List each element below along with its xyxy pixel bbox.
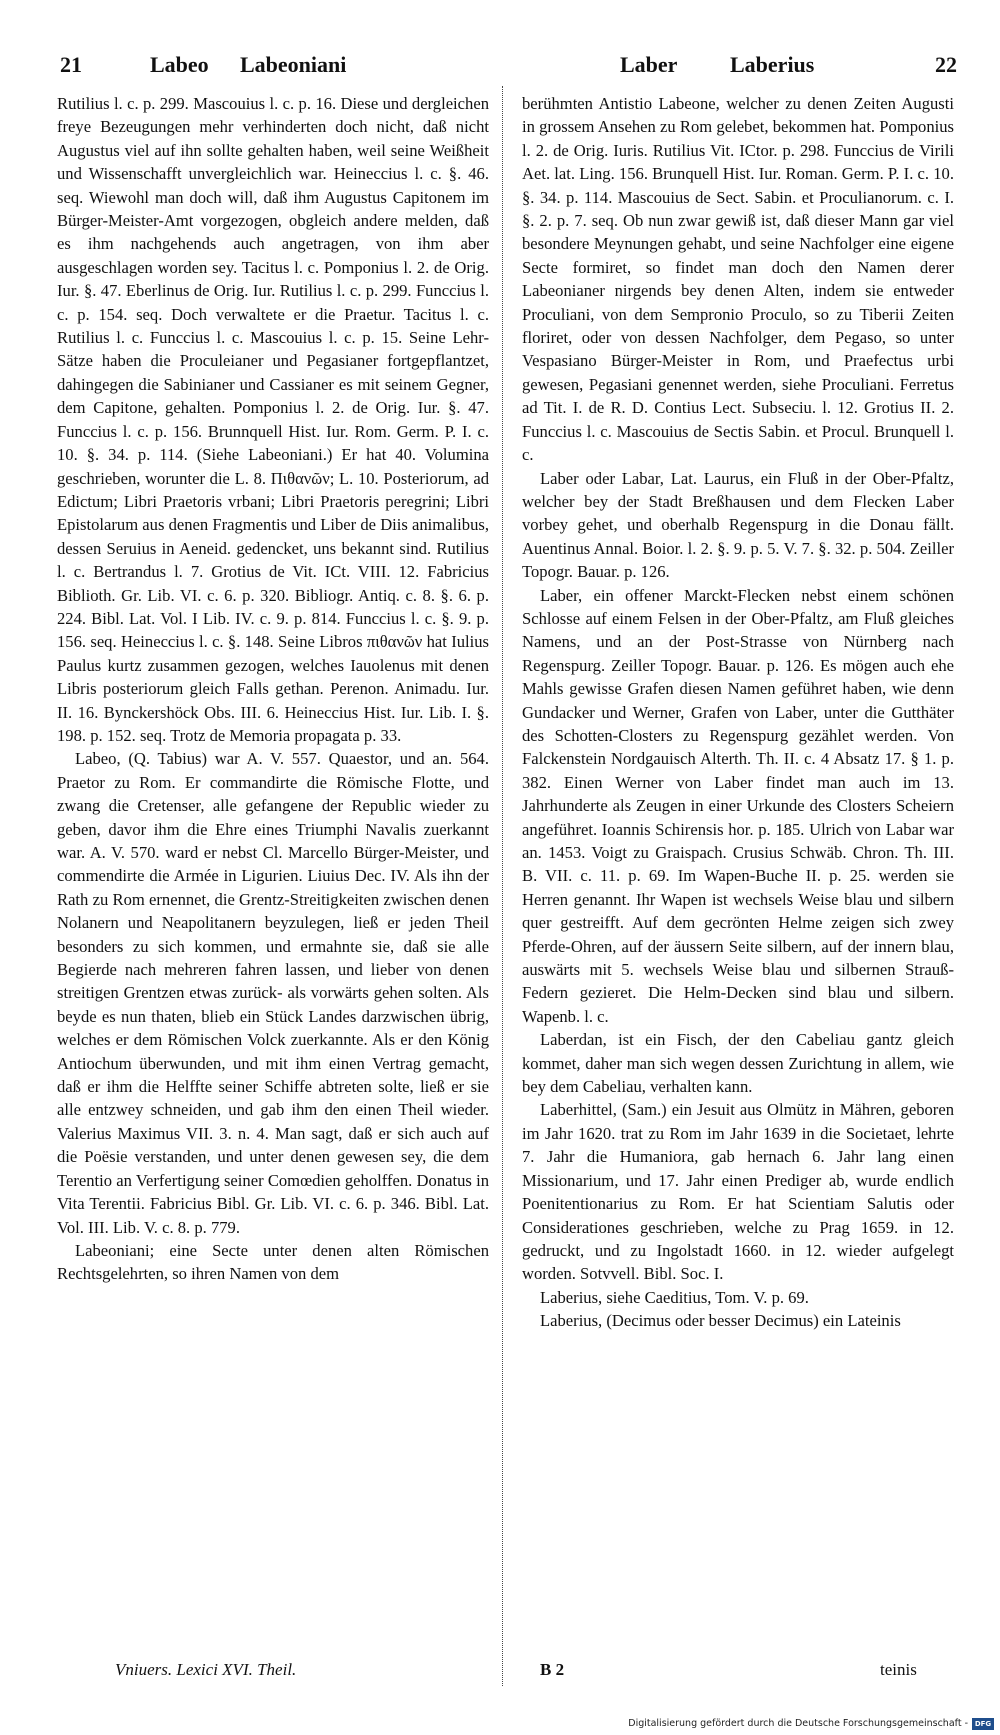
catchword: teinis <box>880 1660 917 1679</box>
dfg-logo: DFG <box>972 1718 994 1730</box>
right-page-number: 22 <box>935 52 957 77</box>
entry-laberius-2: Laberius, (Decimus oder besser Decimus) ein Lateinis <box>540 1311 901 1331</box>
left-catchword-2: Labeoniani <box>240 52 347 77</box>
entry-labeo-continued: Rutilius l. c. p. 299. Mascouius l. c. p. 16. Diese und dergleichen freye Bezeugungen mehr verhinderten doch nicht, daß nicht Augustus viel auf ihn sollte gehalten haben, weil seine Weißheit und Wissenschafft unvergleichlich war. Heineccius l. c. §. 46. seq. Wiewohl man doch will, daß ihm Augustus Capitonem im Bürger-Meister-Amt vorgezogen, obgleich andere melden, daß es ihm nachgehends auch angetragen, von ihm aber ausgeschlagen worden sey. Tacitus l. c. Pomponius l. 2. de Orig. Iur. §. 47. Eberlinus de Orig. Iur. Rutilius l. c. p. 299. Funccius l. c. p. 154. seq. Doch verwaltete er die Praetur. Tacitus l. c. Rutilius l. c. Funccius l. c. Mascouius l. c. p. 15. Seine Lehr-Sätze haben die Proculeianer und Pegasianer fortgepflantzet, dahingegen die Sabinianer und Cassianer es mit seinem Gegner, dem Capitone, gehalten. Pomponius l. 2. de Orig. Iur. §. 47. Funccius l. c. p. 156. Brunnquell Hist. Iur. Rom. Germ. P. I. c. 10. §. 34. p. 114. (Siehe Labeoniani.) Er hat 40. Volumina geschrieben, worunter die L. 8. Πιθανῶν; L. 10. Posteriorum, ad Edictum; Libri Praetoris vrbani; Libri Praetoris peregrini; Libri Epistolarum aus denen Fragmentis und Liber de Diis animalibus, dessen Seruius in Aeneid. gedencket, uns bekannt sind. Rutilius l. c. Bertrandus l. 7. Grotius de Vit. ICt. VIII. 12. Fabricius Biblioth. Gr. Lib. VI. c. 6. p. 320. Bibliogr. Antiq. c. 8. §. 6. p. 224. Bibl. Lat. Vol. I Lib. IV. c. 9. p. 814. Funccius l. c. §. 9. p. 156. seq. Heineccius l. c. §. 148. Seine Libros πιθανῶν hat Iulius Paulus kurtz zusammen gezogen, welches Iauolenus mit denen Libris posteriorum gleich Falls gethan. Perenon. Animadu. Iur. II. 16. Bynckershöck Obs. III. 6. Heineccius Hist. Iur. Lib. I. §. 198. p. 152. seq. Trotz de Memoria propagata p. 33. <box>57 94 489 745</box>
digitization-footer <box>0 1718 1000 1732</box>
right-column <box>522 92 954 1333</box>
entry-labeoniani: Labeoniani; eine Secte unter denen alten Römischen Rechtsgelehrten, so ihren Namen von dem <box>57 1240 489 1284</box>
entry-labeoniani-continued: berühmten Antistio Labeone, welcher zu denen Zeiten Augusti in grossem Ansehen zu Rom gelebet, bekommen hat. Pomponius l. 2. de Orig. Iuris. Rutilius Vit. ICtor. p. 298. Funccius de Virili Aet. lat. Ling. 156. Brunquell Hist. Iur. Roman. Germ. P. I. c. 10. §. 34. p. 114. Mascouius de Sect. Sabin. et Proculianorum. c. I. §. 2. p. 7. seq. Ob nun zwar gewiß ist, daß dieser Mann gar viel besondere Meynungen gehabt, und seine Nachfolger eine eigene Secte formiret, so findet man doch den Namen derer Labeonianer nirgends bey denen Alten, indem sie entweder Proculiani, von dem Sempronio Proculo, so zu Tiberii Zeiten floriret, oder von dessen Nachfolger, dem Pegaso, so unter Vespasiano Bürger-Meister in Rom, und Praefectus urbi gewesen, Pegasiani genennet werden, siehe Proculiani. Ferretus ad Tit. I. de R. D. Contius Lect. Subseciu. l. 12. Grotius II. 2. Funccius l. c. Mascouius de Sectis Sabin. et Procul. Brunquell l. c. <box>522 94 954 465</box>
left-page-number: 21 <box>60 52 82 77</box>
entry-laberhittel: Laberhittel, (Sam.) ein Jesuit aus Olmütz in Mähren, geboren im Jahr 1620. trat zu Rom im Jahr 1639 in die Societaet, lehrte 7. Jahr die Humaniora, gab hernach 6. Jahr lang einen Missionarium, und 17. Jahr einen Prediger ab, wurde endlich Poenitentionarius zu Rom. Er hat Scientiam Salutis oder Considerationes geschrieben, welche zu Prag 1659. in 12. gedruckt, und zu Ingolstadt 1660. in 12. wieder aufgelegt worden. Sotvvell. Bibl. Soc. I. <box>522 1100 954 1284</box>
left-catchword-1: Labeo <box>150 52 209 77</box>
sheet-signature: B 2 <box>540 1660 565 1679</box>
column-divider <box>502 86 504 1686</box>
entry-laberdan: Laberdan, ist ein Fisch, der den Cabeliau gantz gleich kommet, daher man sich wegen dessen Zurichtung in allem, wie bey dem Cabeliau, verhalten kann. <box>522 1030 954 1097</box>
entry-laber-river: Laber oder Labar, Lat. Laurus, ein Fluß in der Ober-Pfaltz, welcher bey der Stadt Breßhausen und dem Flecken Laber vorbey gehet, und oberhalb Regenspurg in die Donau fällt. Auentinus Annal. Boior. l. 2. §. 9. p. 5. V. 7. §. 32. p. 504. Zeiller Topogr. Bauar. p. 126. <box>522 468 954 582</box>
right-catchword-2: Laberius <box>730 52 815 77</box>
entry-laber-town: Laber, ein offener Marckt-Flecken nebst einem schönen Schlosse auf einem Felsen in der Ober-Pfaltz, am Fluß gleiches Namens, und an der Post-Strasse von Nürnberg nach Regenspurg. Zeiller Topogr. Bauar. p. 126. Es mögen auch ehe Mahls gewisse Grafen diesen Namen geführet haben, wie denn Gundacker und Werner, Grafen von Laber, unter die Gutthäter des Schotten-Closters zu Regenspurg gezählet werden. Von Falckenstein Nordgauisch Alterth. Th. II. c. 4 Absatz 17. § 1. p. 382. Einen Werner von Laber findet man auch im 13. Jahrhunderte als Zeugen in einer Urkunde des Closters Scheiern angeführet. Ioannis Schirensis hor. p. 185. Ulrich von Labar war an. 1453. Voigt zu Graispach. Crusius Schwäb. Chron. Th. III. B. VII. c. 11. p. 69. Im Wapen-Buche II. p. 25. werden sie Herren genannt. Ihr Wapen ist wechsels Weise blau und silbern quer gestreifft. Auf dem gecrönten Helme zeigen sich zwey Pferde-Ohren, auf der äussern Seite silbern, auf der innern blau, auswärts mit 5. wechsels Weise blau und silbernen Strauß-Federn gezieret. Die Helm-Decken sind blau und silbern. Wapenb. l. c. <box>522 585 954 1026</box>
running-header <box>0 52 1000 82</box>
left-column <box>57 92 489 1286</box>
entry-laberius-1: Laberius, siehe Caeditius, Tom. V. p. 69. <box>540 1287 809 1307</box>
entry-labeo-q-tabius: Labeo, (Q. Tabius) war A. V. 557. Quaestor, und an. 564. Praetor zu Rom. Er commandirte die Römische Flotte, und zwang die Cretenser, alle gefangene der Republic wieder zu geben, davor ihm die Ehre eines Triumphi Navalis zuerkannt war. A. V. 570. ward er nebst Cl. Marcello Bürger-Meister, und commendirte die Armée in Ligurien. Liuius Dec. IV. Als ihn der Rath zu Rom ernennet, die Grentz-Streitigkeiten zwischen denen Nolanern und Neapolitanern beyzulegen, ließ er jeden Theil besonders zu sich kommen, und ermahnte sie, daß sie alle Begierde nach mehreren fahren lassen, und lieber von denen streitigen Grentzen etwas zurück- als vorwärts gehen solten. Als beyde es nun thaten, blieb ein Stück Landes darzwischen übrig, welches er dem Römischen Volck zuerkannte. Als er den König Antiochum überwunden, und mit ihm einen Vertrag gemacht, daß er ihm die Helffte seiner Schiffe abtreten solte, ließ er sie alle entzwey schneiden, und gab ihm den einen Theil wieder. Valerius Maximus VII. 3. n. 4. Man sagt, daß er sich auch auf die Poësie verstanden, und unter denen gewesen sey, die dem Terentio an Verfertigung seiner Comœdien geholffen. Donatus in Vita Terentii. Fabricius Bibl. Gr. Lib. VI. c. 6. p. 346. Bibl. Lat. Vol. III. Lib. V. c. 8. p. 779. <box>57 749 489 1237</box>
volume-signature: Vniuers. Lexici XVI. Theil. <box>115 1660 297 1679</box>
digitization-note: Digitalisierung gefördert durch die Deutsche Forschungsgemeinschaft - <box>628 1718 968 1729</box>
right-catchword-1: Laber <box>620 52 678 77</box>
